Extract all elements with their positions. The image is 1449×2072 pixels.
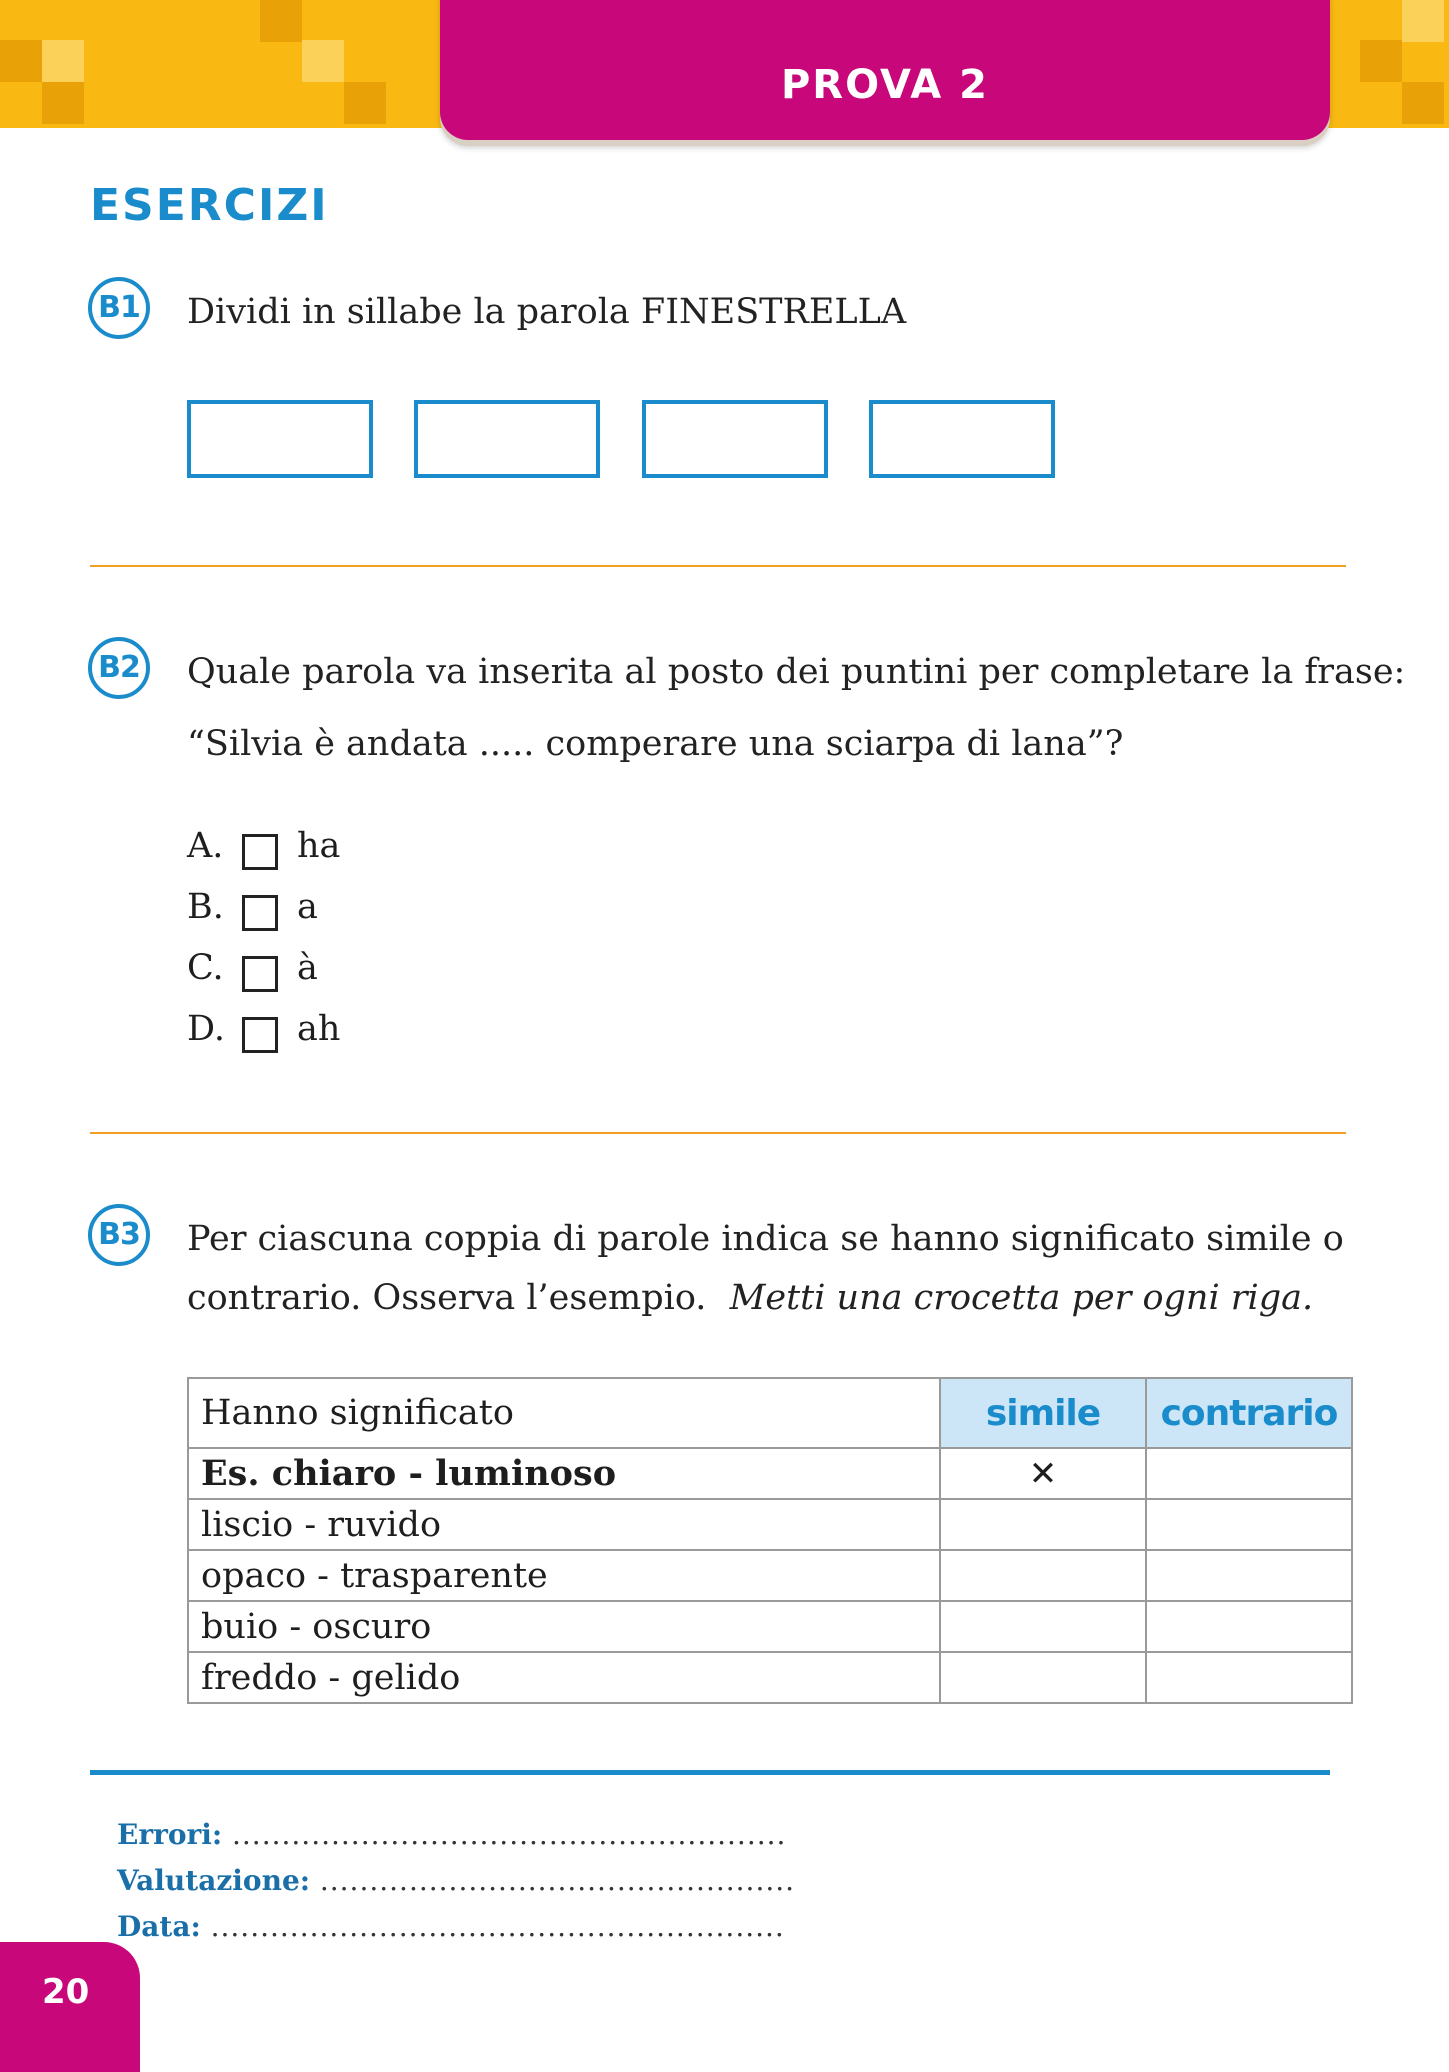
- footer-errori[interactable]: [117, 1818, 786, 1851]
- b3-prompt-text: contrario. Osserva l’esempio.: [187, 1278, 707, 1318]
- exercise-badge-b3: B3: [88, 1204, 150, 1266]
- page-number: 20: [42, 1972, 90, 2012]
- table-header-pair: Hanno significato: [188, 1378, 940, 1448]
- banner-decoration: [1402, 82, 1444, 124]
- option-letter: D.: [187, 1009, 225, 1049]
- table-row: [188, 1601, 1352, 1652]
- errori-label: Errori:: [117, 1818, 223, 1851]
- footer-valutazione[interactable]: [117, 1864, 795, 1897]
- table-row: [188, 1499, 1352, 1550]
- option-letter: A.: [187, 826, 224, 866]
- b2-prompt-line2: “Silvia è andata ..... comperare una sciarpa di lana”?: [187, 724, 1124, 764]
- banner-decoration: [344, 82, 386, 124]
- banner-decoration: [0, 40, 42, 82]
- b3-prompt-italic: Metti una crocetta per ogni riga.: [729, 1278, 1314, 1318]
- footer-divider: [90, 1770, 1330, 1775]
- table-cell-contrario[interactable]: [1146, 1448, 1352, 1499]
- banner-decoration: [1360, 40, 1402, 82]
- section-divider: [90, 1132, 1346, 1134]
- option-label: a: [297, 887, 318, 927]
- valutazione-field[interactable]: ................................................: [319, 1864, 796, 1897]
- banner-decoration: [42, 82, 84, 124]
- table-cell-contrario[interactable]: [1146, 1652, 1352, 1703]
- footer-data[interactable]: [117, 1910, 785, 1943]
- table-cell-pair: liscio - ruvido: [188, 1499, 940, 1550]
- syllable-box[interactable]: [414, 400, 600, 478]
- table-cell-contrario[interactable]: [1146, 1550, 1352, 1601]
- section-title: ESERCIZI: [90, 180, 329, 231]
- exercise-badge-b1: B1: [88, 277, 150, 339]
- table-cell-pair: freddo - gelido: [188, 1652, 940, 1703]
- option-checkbox[interactable]: [242, 895, 278, 931]
- table-header-row: [188, 1378, 1352, 1448]
- b3-prompt-line1: Per ciascuna coppia di parole indica se hanno significato simile o: [187, 1219, 1344, 1259]
- synonym-table: [187, 1377, 1353, 1704]
- option-label: ah: [297, 1009, 341, 1049]
- table-cell-contrario[interactable]: [1146, 1499, 1352, 1550]
- b2-prompt-line1: Quale parola va inserita al posto dei puntini per completare la frase:: [187, 652, 1406, 692]
- banner-decoration: [260, 0, 302, 42]
- table-header-contrario: contrario: [1146, 1378, 1352, 1448]
- syllable-box[interactable]: [869, 400, 1055, 478]
- banner-decoration: [1402, 0, 1444, 42]
- exercise-badge-b2: B2: [88, 637, 150, 699]
- table-cell-pair: Es. chiaro - luminoso: [188, 1448, 940, 1499]
- syllable-box[interactable]: [642, 400, 828, 478]
- table-cell-simile[interactable]: [940, 1499, 1146, 1550]
- table-row: [188, 1550, 1352, 1601]
- table-cell-pair: buio - oscuro: [188, 1601, 940, 1652]
- data-label: Data:: [117, 1910, 201, 1943]
- table-cell-simile[interactable]: [940, 1601, 1146, 1652]
- option-label: à: [297, 948, 318, 988]
- option-checkbox[interactable]: [242, 956, 278, 992]
- b1-prompt: Dividi in sillabe la parola FINESTRELLA: [187, 292, 907, 332]
- page-title: PROVA 2: [780, 62, 989, 108]
- option-letter: B.: [187, 887, 224, 927]
- option-letter: C.: [187, 948, 224, 988]
- table-row: [188, 1652, 1352, 1703]
- valutazione-label: Valutazione:: [117, 1864, 311, 1897]
- option-checkbox[interactable]: [242, 1017, 278, 1053]
- table-cell-simile-mark[interactable]: ✕: [940, 1448, 1146, 1499]
- table-header-simile: simile: [940, 1378, 1146, 1448]
- banner-decoration: [42, 40, 84, 82]
- data-field[interactable]: ..........................................................: [210, 1910, 785, 1943]
- option-checkbox[interactable]: [242, 834, 278, 870]
- table-row-example: [188, 1448, 1352, 1499]
- table-cell-pair: opaco - trasparente: [188, 1550, 940, 1601]
- table-cell-contrario[interactable]: [1146, 1601, 1352, 1652]
- banner-decoration: [302, 40, 344, 82]
- table-cell-simile[interactable]: [940, 1550, 1146, 1601]
- errori-field[interactable]: ........................................................: [232, 1818, 787, 1851]
- syllable-box[interactable]: [187, 400, 373, 478]
- section-divider: [90, 565, 1346, 567]
- option-label: ha: [297, 826, 341, 866]
- table-cell-simile[interactable]: [940, 1652, 1146, 1703]
- b3-prompt-line2: [187, 1262, 1313, 1334]
